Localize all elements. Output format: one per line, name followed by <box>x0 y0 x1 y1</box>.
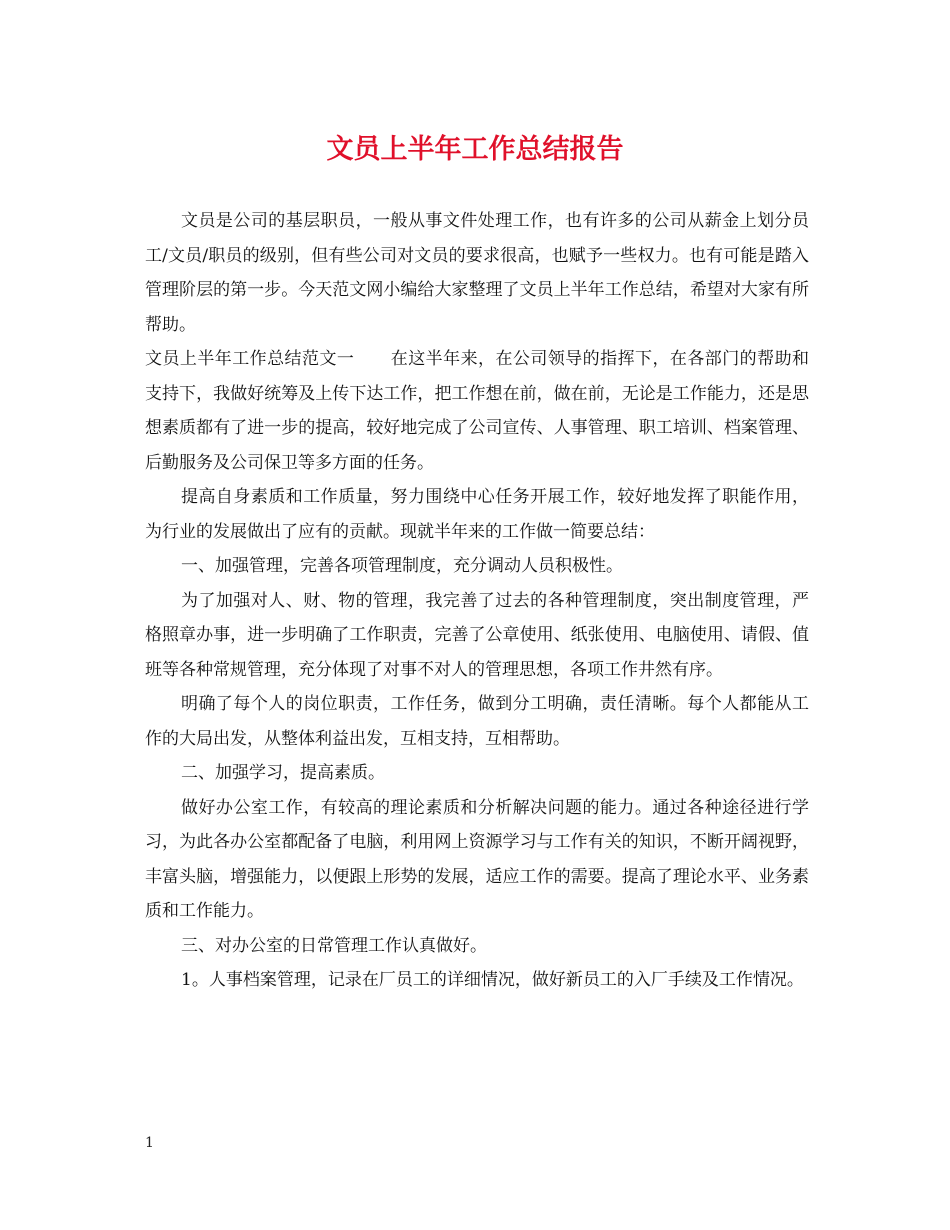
section-heading-daily-management: 三、对办公室的日常管理工作认真做好。 <box>181 935 487 956</box>
document-body <box>145 204 809 998</box>
paragraph-quality: 提高自身素质和工作质量，努力围绕中心任务开展工作，较好地发挥了职能作用，为行业的发展做出了应有的贡献。现就半年来的工作做一简要总结： <box>145 487 809 542</box>
paragraph-sample-one-text: 在这半年来，在公司领导的指挥下，在各部门的帮助和支持下，我做好统筹及上传下达工作，把工作想在前，做在前，无论是工作能力，还是思想素质都有了进一步的提高，较好地完成了公司宣传、人事管理、职工培训、档案管理、后勤服务及公司保卫等多方面的任务。 <box>145 349 810 473</box>
paragraph-sample-one <box>145 342 809 480</box>
section-heading-study: 二、加强学习，提高素质。 <box>181 763 385 783</box>
paragraph-management: 为了加强对人、财、物的管理，我完善了过去的各种管理制度，突出制度管理，严格照章办事，进一步明确了工作职责，完善了公章使用、纸张使用、电脑使用、请假、值班等各种常规管理，充分体现了对事不对人的管理思想，各项工作井然有序。 <box>145 590 809 680</box>
paragraph-personnel-files: 1。人事档案管理，记录在厂员工的详细情况，做好新员工的入厂手续及工作情况。 <box>181 970 804 990</box>
page-number: 1 <box>145 1135 154 1151</box>
section-heading-sample-one: 文员上半年工作总结范文一 <box>145 349 355 369</box>
paragraph-intro: 文员是公司的基层职员，一般从事文件处理工作，也有许多的公司从薪金上划分员工/文员/职员的级别，但有些公司对文员的要求很高，也赋予一些权力。也有可能是踏入管理阶层的第一步。今天范文网小编给大家整理了文员上半年工作总结，希望对大家有所帮助。 <box>145 211 809 335</box>
document-title: 文员上半年工作总结报告 <box>326 134 624 165</box>
paragraph-study: 做好办公室工作，有较高的理论素质和分析解决问题的能力。通过各种途径进行学习，为此各办公室都配备了电脑，利用网上资源学习与工作有关的知识，不断开阔视野，丰富头脑，增强能力，以便跟上形势的发展，适应工作的需要。提高了理论水平、业务素质和工作能力。 <box>145 797 809 921</box>
section-heading-management: 一、加强管理，完善各项管理制度，充分调动人员积极性。 <box>181 556 623 576</box>
paragraph-responsibility: 明确了每个人的岗位职责，工作任务，做到分工明确，责任清晰。每个人都能从工作的大局出发，从整体利益出发，互相支持，互相帮助。 <box>145 694 809 749</box>
